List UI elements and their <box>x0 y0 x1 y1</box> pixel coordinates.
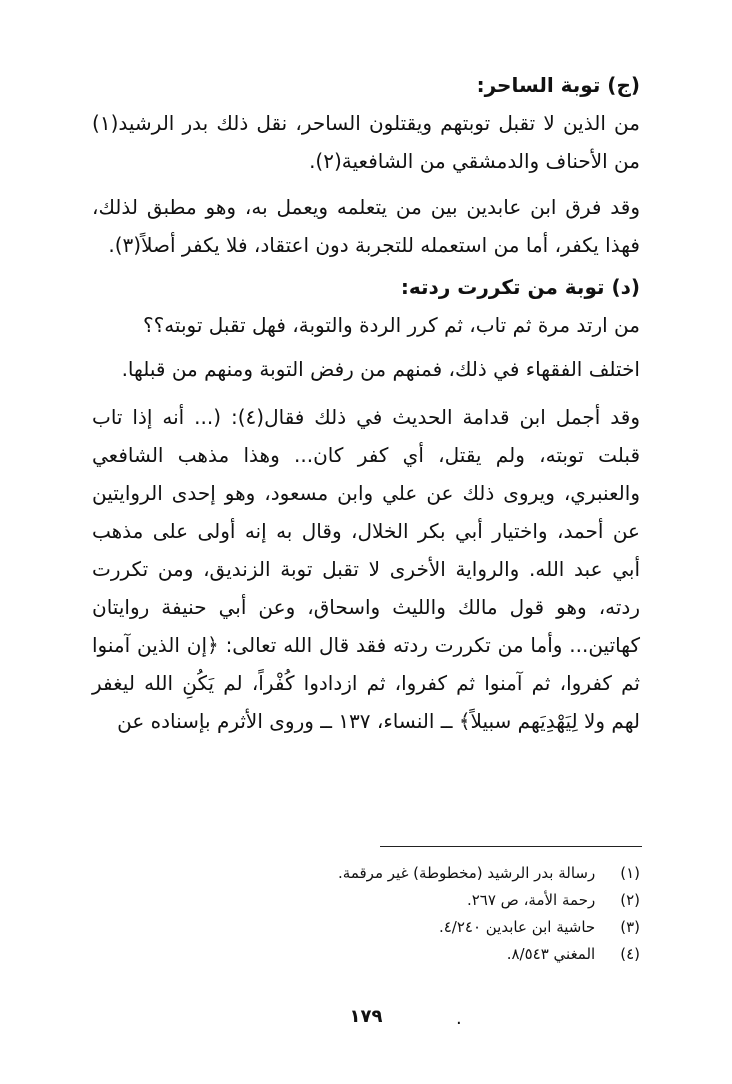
paragraph-apostasy-1: من ارتد مرة ثم تاب، ثم كرر الردة والتوبة، فهل تقبل توبته؟؟ <box>142 313 640 337</box>
footnote-text: رحمة الأمة، ص ٢٦٧. <box>466 891 596 909</box>
footnote-text: المغني ٨/٥٤٣. <box>506 945 596 963</box>
paragraph-apostasy-2: اختلف الفقهاء في ذلك، فمنهم من رفض التوبة ومنهم من قبلها. <box>121 357 640 381</box>
footnote-separator <box>380 846 642 847</box>
footnote-4 <box>92 943 640 965</box>
page-number: ١٧٩ <box>349 1006 383 1027</box>
footnote-3 <box>92 916 640 938</box>
paragraph-apostasy-3: وقد أجمل ابن قدامة الحديث في ذلك فقال(٤): (... أنه إذا تاب قبلت توبته، ولم يقتل، أي كفر كان... وهذا مذهب الشافعي والعنبري، ويروى ذلك عن علي وابن مسعود، وهو إحدى الروايتين عن أحمد، واختيار أبي بكر الخلال، وقال به إنه أولى على مذهب أبي عبد الله. والرواية الأخرى لا تقبل توبة الزنديق، ومن تكررت ردته، وهو قول مالك والليث واسحاق، وعن أبي حنيفة روايتان كهاتين... وأما من تكررت ردته فقد قال الله تعالى: ﴿إن الذين آمنوا ثم كفروا، ثم آمنوا ثم كفروا، ثم ازدادوا كُفْراً، لم يَكُنِ الله ليغفر لهم ولا لِيَهْدِيَهم سبيلاً﴾ ــ النساء، ١٣٧ ــ وروى الأثرم بإسناده عن <box>92 405 641 733</box>
body-text <box>92 66 640 740</box>
footnote-number: (٣) <box>620 918 640 936</box>
footnote-1 <box>92 862 640 884</box>
section-heading-sorcerer: (ج) توبة الساحر: <box>476 73 640 97</box>
footnote-text: رسالة بدر الرشيد (مخطوطة) غير مرقمة. <box>338 864 596 882</box>
paragraph-sorcerer-2: وقد فرق ابن عابدين بين من يتعلمه ويعمل به، وهو مطبق لذلك، فهذا يكفر، أما من استعمله للتجربة دون اعتقاد، فلا يكفر أصلاً(٣). <box>92 195 640 257</box>
footnote-number: (١) <box>620 864 640 882</box>
paragraph-sorcerer-1: من الذين لا تقبل توبتهم ويقتلون الساحر، نقل ذلك بدر الرشيد(١) من الأحناف والدمشقي من الشافعية(٢). <box>92 111 640 173</box>
footnote-2 <box>92 889 640 911</box>
footnote-number: (٤) <box>620 945 640 963</box>
page-mark: . <box>456 1008 462 1029</box>
footnote-number: (٢) <box>620 891 640 909</box>
section-heading-repeated-apostasy: (د) توبة من تكررت ردته: <box>400 275 640 299</box>
footnote-text: حاشية ابن عابدين ٤/٢٤٠. <box>438 918 596 936</box>
